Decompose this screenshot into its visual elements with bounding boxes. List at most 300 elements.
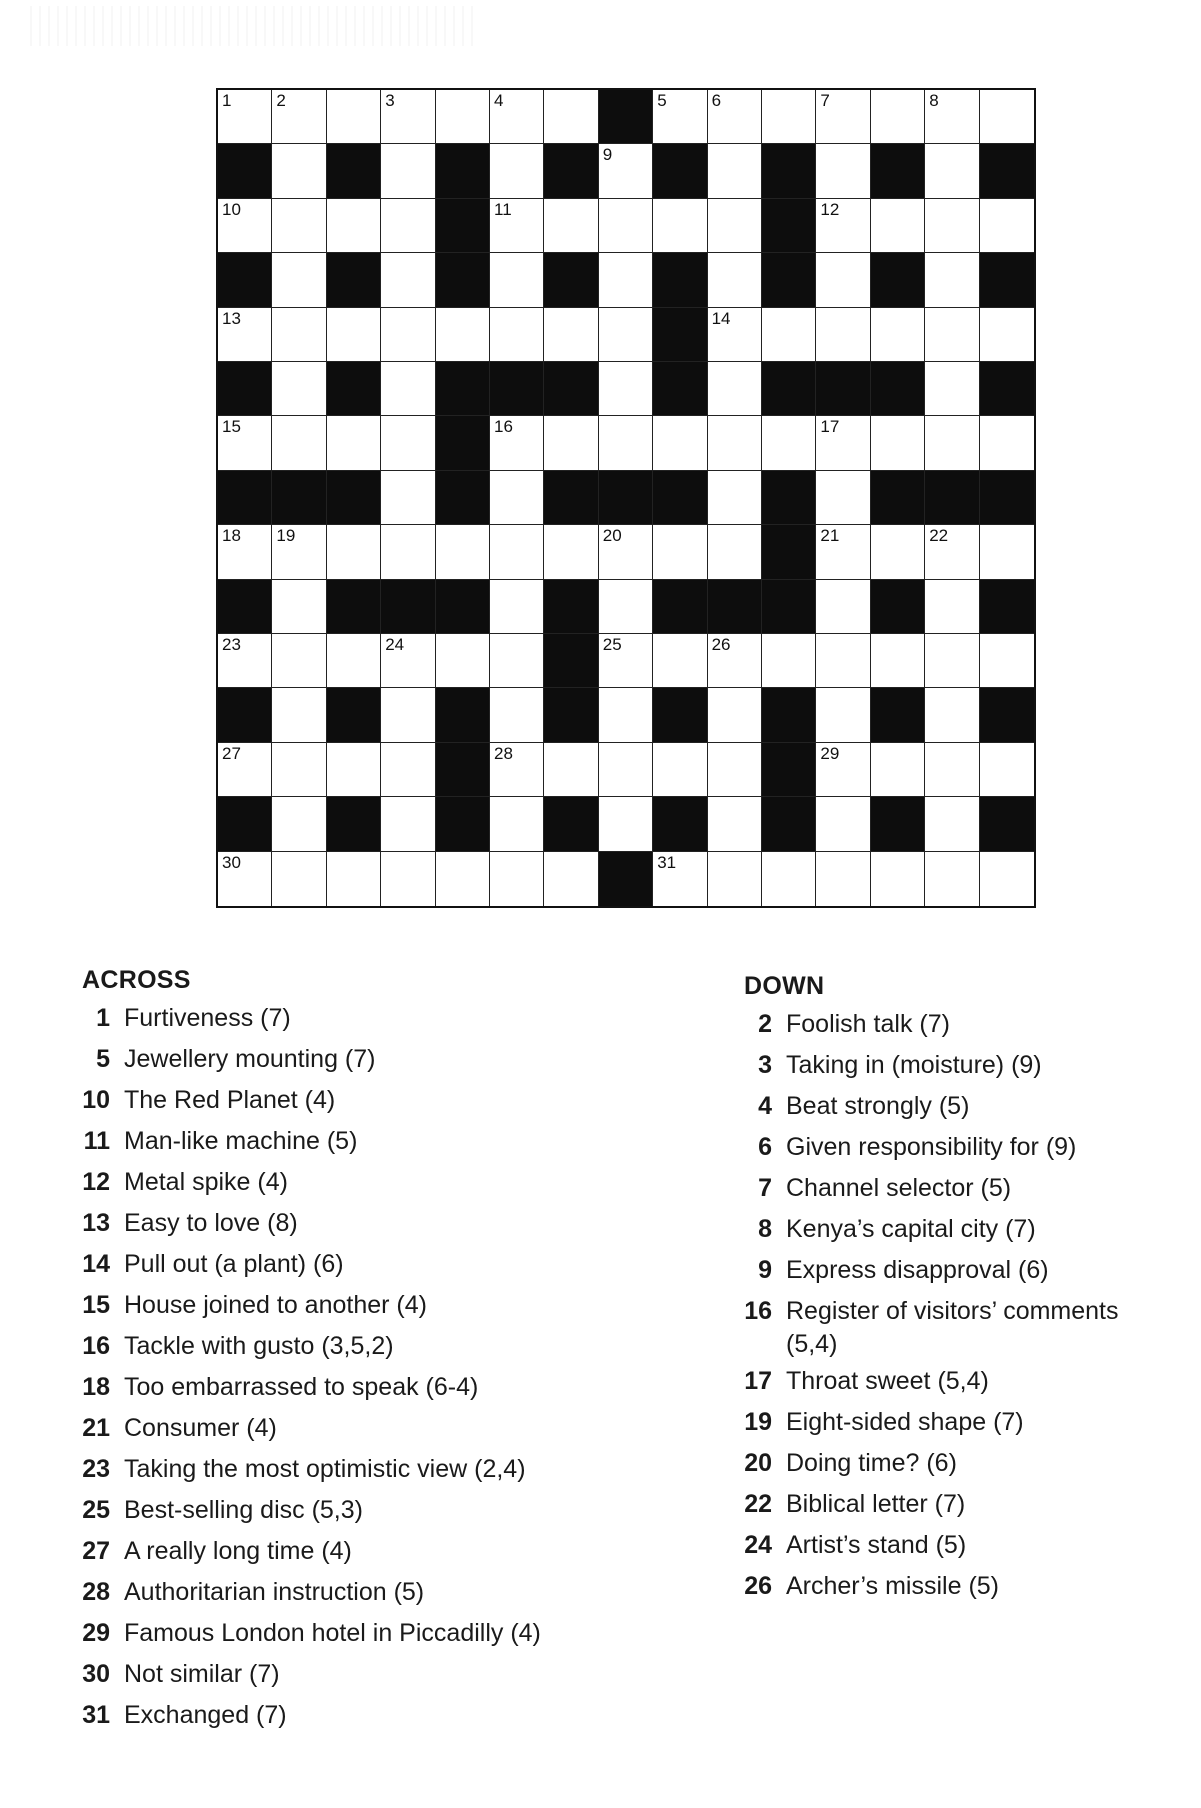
black-square [653,144,707,198]
clue-number: 12 [820,199,840,219]
grid-cell[interactable] [436,634,490,688]
clue-number: 1 [222,91,232,110]
clue-num: 27 [82,1537,110,1565]
grid-cell[interactable] [490,416,544,470]
grid-cell[interactable] [599,580,653,634]
grid-cell[interactable] [436,308,490,362]
grid-cell[interactable] [980,852,1034,906]
grid-cell[interactable] [925,308,979,362]
grid-cell[interactable] [544,308,598,362]
black-square [762,199,816,253]
grid-cell[interactable] [816,308,870,362]
grid-cell[interactable] [925,362,979,416]
black-square [218,144,272,198]
black-square [653,471,707,525]
grid-cell[interactable] [544,199,598,253]
grid-cell[interactable] [708,743,762,797]
clue-text: Artist’s stand (5) [786,1531,967,1559]
grid-cell[interactable] [272,416,326,470]
down-clue[interactable] [742,1443,1172,1484]
grid-cell[interactable] [980,525,1034,579]
clue-text: Register of visitors’ comments (5,4) [786,1297,1119,1358]
grid-cell[interactable] [653,416,707,470]
grid-cell[interactable] [599,634,653,688]
grid-cell[interactable] [816,852,870,906]
clue-num: 13 [82,1209,110,1237]
black-square [544,634,598,688]
grid-cell[interactable] [653,852,707,906]
clue-number: 2 [276,91,286,110]
clue-number: 24 [385,635,405,654]
clue-number: 23 [222,635,241,654]
grid-cell[interactable] [218,743,272,797]
grid-cell[interactable] [925,580,979,634]
grid-cell[interactable] [490,471,544,525]
grid-cell[interactable] [816,253,870,307]
clue-num: 24 [744,1531,772,1559]
clue-text: Archer’s missile (5) [786,1572,1000,1600]
grid-cell[interactable] [871,634,925,688]
grid-cell[interactable] [762,634,816,688]
across-clue[interactable] [80,1695,700,1736]
across-clue[interactable] [80,1531,700,1572]
clue-number: 18 [222,526,241,546]
across-clue[interactable] [80,1244,700,1285]
grid-cell[interactable] [327,416,381,470]
black-square [762,797,816,851]
grid-cell[interactable] [816,416,870,470]
black-square [327,580,381,634]
grid-cell[interactable] [871,90,925,144]
clue-text: Best-selling disc (5,3) [124,1496,363,1524]
down-clue-list [742,1004,1172,1607]
black-square [980,471,1034,525]
black-square [327,253,381,307]
grid-cell[interactable] [708,688,762,742]
grid-cell[interactable] [599,308,653,362]
black-square [381,580,435,634]
grid-cell[interactable] [218,308,272,362]
clue-number: 27 [222,743,241,763]
grid-cell[interactable] [816,199,870,253]
clue-number: 6 [711,91,722,110]
clue-number: 7 [820,91,830,110]
clue-num: 9 [758,1256,772,1284]
grid-cell[interactable] [490,308,544,362]
grid-cell[interactable] [871,743,925,797]
across-clue[interactable] [80,1449,700,1490]
black-square [327,362,381,416]
black-square [980,688,1034,742]
grid-cell[interactable] [816,743,870,797]
down-clue[interactable] [742,1086,1172,1127]
black-square [653,253,707,307]
grid-cell[interactable] [490,852,544,906]
black-square [218,688,272,742]
clue-num: 16 [82,1332,110,1360]
clue-number: 11 [494,199,512,219]
grid-cell[interactable] [980,308,1034,362]
across-clue[interactable] [80,1121,700,1162]
clue-num: 25 [82,1496,110,1524]
grid-cell[interactable] [490,199,544,253]
grid-cell[interactable] [708,144,762,198]
black-square [327,688,381,742]
grid-cell[interactable] [925,144,979,198]
grid-cell[interactable] [816,797,870,851]
clue-text: Throat sweet (5,4) [786,1367,989,1395]
black-square [544,471,598,525]
clue-text: Doing time? (6) [786,1449,957,1477]
grid-cell[interactable] [490,144,544,198]
grid-cell[interactable] [381,253,435,307]
crossword-grid[interactable] [216,88,1036,908]
grid-cell[interactable] [925,199,979,253]
grid-cell[interactable] [653,90,707,144]
grid-cell[interactable] [708,416,762,470]
grid-cell[interactable] [381,471,435,525]
grid-cell[interactable] [925,90,979,144]
clue-num: 6 [758,1133,772,1161]
grid-cell[interactable] [925,852,979,906]
grid-cell[interactable] [762,416,816,470]
grid-cell[interactable] [490,797,544,851]
clue-text: Eight-sided shape (7) [786,1408,1024,1436]
black-square [762,471,816,525]
grid-cell[interactable] [762,308,816,362]
grid-cell[interactable] [436,90,490,144]
grid-cell[interactable] [544,852,598,906]
grid-cell[interactable] [653,634,707,688]
grid-cell[interactable] [327,743,381,797]
grid-cell[interactable] [218,416,272,470]
down-clue[interactable] [742,1402,1172,1443]
grid-cell[interactable] [599,797,653,851]
across-clue[interactable] [80,1367,700,1408]
across-clue[interactable] [80,1203,700,1244]
across-clue[interactable] [80,1408,700,1449]
clue-text: Express disapproval (6) [786,1256,1049,1284]
grid-cell[interactable] [816,580,870,634]
black-square [762,525,816,579]
scan-noise [30,6,480,46]
black-square [327,471,381,525]
across-clue[interactable] [80,1162,700,1203]
clue-text: Taking in (moisture) (9) [786,1051,1042,1079]
black-square [653,308,707,362]
across-clue[interactable] [80,1654,700,1695]
grid-cell[interactable] [653,743,707,797]
grid-cell[interactable] [490,90,544,144]
grid-cell[interactable] [381,308,435,362]
grid-cell[interactable] [653,199,707,253]
grid-cell[interactable] [708,90,762,144]
grid-cell[interactable] [272,797,326,851]
down-clue[interactable] [742,1250,1172,1291]
grid-cell[interactable] [272,362,326,416]
clue-num: 4 [758,1092,772,1120]
grid-cell[interactable] [599,253,653,307]
clue-number: 25 [602,635,622,654]
grid-cell[interactable] [980,199,1034,253]
grid-cell[interactable] [599,525,653,579]
grid-cell[interactable] [708,471,762,525]
grid-cell[interactable] [327,634,381,688]
clue-number: 3 [385,91,395,110]
black-square [544,580,598,634]
clue-num: 19 [744,1408,772,1436]
grid-cell[interactable] [762,852,816,906]
grid-cell[interactable] [925,525,979,579]
grid-cell[interactable] [708,199,762,253]
grid-cell[interactable] [599,199,653,253]
grid-cell[interactable] [381,797,435,851]
clue-number: 26 [711,635,731,654]
grid-cell[interactable] [816,471,870,525]
down-clue[interactable] [742,1168,1172,1209]
grid-cell[interactable] [272,525,326,579]
black-square [599,90,653,144]
grid-cell[interactable] [544,90,598,144]
clue-num: 7 [758,1174,772,1202]
clue-text: Exchanged (7) [124,1701,287,1729]
grid-cell[interactable] [218,199,272,253]
grid-cell[interactable] [327,90,381,144]
clue-number: 22 [929,526,949,546]
grid-cell[interactable] [381,743,435,797]
grid-cell[interactable] [218,525,272,579]
clue-num: 14 [82,1250,110,1278]
clue-number: 19 [276,526,296,546]
clue-num: 22 [744,1490,772,1518]
grid-cell[interactable] [599,416,653,470]
grid-cell[interactable] [871,199,925,253]
grid-cell[interactable] [544,525,598,579]
grid-cell[interactable] [381,525,435,579]
grid-cell[interactable] [272,144,326,198]
down-heading: DOWN [744,972,825,1000]
grid-cell[interactable] [381,90,435,144]
grid-cell[interactable] [272,90,326,144]
across-clue-list [80,998,700,1736]
down-clue[interactable] [742,1291,1172,1361]
black-square [762,253,816,307]
clue-number: 21 [820,526,840,546]
clue-number: 16 [494,417,513,437]
grid-cell[interactable] [490,634,544,688]
clue-num: 5 [96,1045,110,1073]
grid-cell[interactable] [871,852,925,906]
clue-text: Beat strongly (5) [786,1092,970,1120]
clue-text: Jewellery mounting (7) [124,1045,376,1073]
clue-text: Consumer (4) [124,1414,277,1442]
grid-cell[interactable] [762,90,816,144]
grid-cell[interactable] [653,525,707,579]
grid-cell[interactable] [871,416,925,470]
grid-cell[interactable] [925,416,979,470]
grid-cell[interactable] [327,852,381,906]
grid-cell[interactable] [708,362,762,416]
across-clue[interactable] [80,1490,700,1531]
grid-cell[interactable] [708,634,762,688]
black-square [816,362,870,416]
down-clues [742,968,1172,1607]
grid-cell[interactable] [272,253,326,307]
black-square [436,688,490,742]
grid-cell[interactable] [871,525,925,579]
grid-cell[interactable] [980,416,1034,470]
down-clue[interactable] [742,1361,1172,1402]
across-clue[interactable] [80,1285,700,1326]
grid-cell[interactable] [436,852,490,906]
black-square [762,144,816,198]
grid-cell[interactable] [327,308,381,362]
black-square [762,580,816,634]
down-clue[interactable] [742,1566,1172,1607]
clue-text: Furtiveness (7) [124,1004,291,1032]
grid-cell[interactable] [925,797,979,851]
grid-cell[interactable] [381,362,435,416]
grid-cell[interactable] [272,743,326,797]
across-clue[interactable] [80,1326,700,1367]
across-clue[interactable] [80,998,700,1039]
grid-cell[interactable] [925,634,979,688]
grid-cell[interactable] [490,525,544,579]
black-square [871,580,925,634]
clue-num: 15 [82,1291,110,1319]
clue-num: 23 [82,1455,110,1483]
grid-cell[interactable] [490,743,544,797]
black-square [980,580,1034,634]
clue-number: 4 [494,91,504,110]
grid-cell[interactable] [816,144,870,198]
clue-number: 5 [657,91,667,110]
grid-cell[interactable] [381,852,435,906]
grid-cell[interactable] [871,308,925,362]
clue-text: Too embarrassed to speak (6-4) [124,1373,479,1401]
black-square [436,199,490,253]
grid-cell[interactable] [490,580,544,634]
across-clue[interactable] [80,1039,700,1080]
black-square [436,144,490,198]
black-square [544,144,598,198]
down-clue[interactable] [742,1209,1172,1250]
black-square [980,253,1034,307]
grid-cell[interactable] [272,852,326,906]
clue-text: Kenya’s capital city (7) [786,1215,1036,1243]
grid-cell[interactable] [218,852,272,906]
grid-cell[interactable] [272,634,326,688]
clue-number: 29 [820,743,840,763]
grid-cell[interactable] [708,797,762,851]
black-square [218,797,272,851]
grid-cell[interactable] [544,416,598,470]
clue-number: 10 [222,199,241,219]
grid-cell[interactable] [544,743,598,797]
grid-cell[interactable] [708,852,762,906]
grid-cell[interactable] [381,634,435,688]
clue-num: 10 [82,1086,110,1114]
across-clue[interactable] [80,1613,700,1654]
grid-cell[interactable] [218,634,272,688]
clue-text: Easy to love (8) [124,1209,298,1237]
grid-cell[interactable] [327,525,381,579]
clue-text: Famous London hotel in Piccadilly (4) [124,1619,541,1647]
clue-number: 28 [494,743,513,763]
down-clue[interactable] [742,1525,1172,1566]
black-square [871,471,925,525]
black-square [653,362,707,416]
black-square [218,253,272,307]
grid-cell[interactable] [816,90,870,144]
black-square [871,797,925,851]
clue-text: House joined to another (4) [124,1291,427,1319]
grid-cell[interactable] [980,90,1034,144]
grid-cell[interactable] [436,525,490,579]
grid-cell[interactable] [272,688,326,742]
grid-cell[interactable] [708,308,762,362]
grid-cell[interactable] [490,688,544,742]
grid-cell[interactable] [272,308,326,362]
grid-cell[interactable] [599,743,653,797]
down-clue[interactable] [742,1004,1172,1045]
black-square [544,688,598,742]
clue-text: Metal spike (4) [124,1168,288,1196]
across-clue[interactable] [80,1080,700,1121]
clue-text: Given responsibility for (9) [786,1133,1077,1161]
clue-num: 26 [744,1572,772,1600]
grid-cell[interactable] [599,362,653,416]
grid-cell[interactable] [490,253,544,307]
clue-text: Biblical letter (7) [786,1490,966,1518]
grid-cell[interactable] [925,743,979,797]
black-square [436,416,490,470]
grid-cell[interactable] [272,580,326,634]
clue-num: 20 [744,1449,772,1477]
grid-cell[interactable] [272,199,326,253]
grid-cell[interactable] [980,743,1034,797]
grid-cell[interactable] [381,688,435,742]
grid-cell[interactable] [816,688,870,742]
grid-cell[interactable] [381,416,435,470]
black-square [871,688,925,742]
grid-cell[interactable] [925,253,979,307]
grid-cell[interactable] [708,253,762,307]
black-square [871,362,925,416]
grid-cell[interactable] [381,199,435,253]
grid-cell[interactable] [599,688,653,742]
grid-cell[interactable] [708,525,762,579]
grid-cell[interactable] [327,199,381,253]
grid-cell[interactable] [816,525,870,579]
black-square [708,580,762,634]
grid-cell[interactable] [599,144,653,198]
grid-cell[interactable] [218,90,272,144]
down-clue[interactable] [742,1484,1172,1525]
grid-cell[interactable] [980,634,1034,688]
black-square [218,471,272,525]
grid-cell[interactable] [381,144,435,198]
clue-num: 31 [82,1701,110,1729]
black-square [871,253,925,307]
grid-cell[interactable] [816,634,870,688]
black-square [327,144,381,198]
grid-cell[interactable] [925,688,979,742]
across-heading: ACROSS [82,966,191,994]
down-clue[interactable] [742,1045,1172,1086]
down-clue[interactable] [742,1127,1172,1168]
across-clue[interactable] [80,1572,700,1613]
